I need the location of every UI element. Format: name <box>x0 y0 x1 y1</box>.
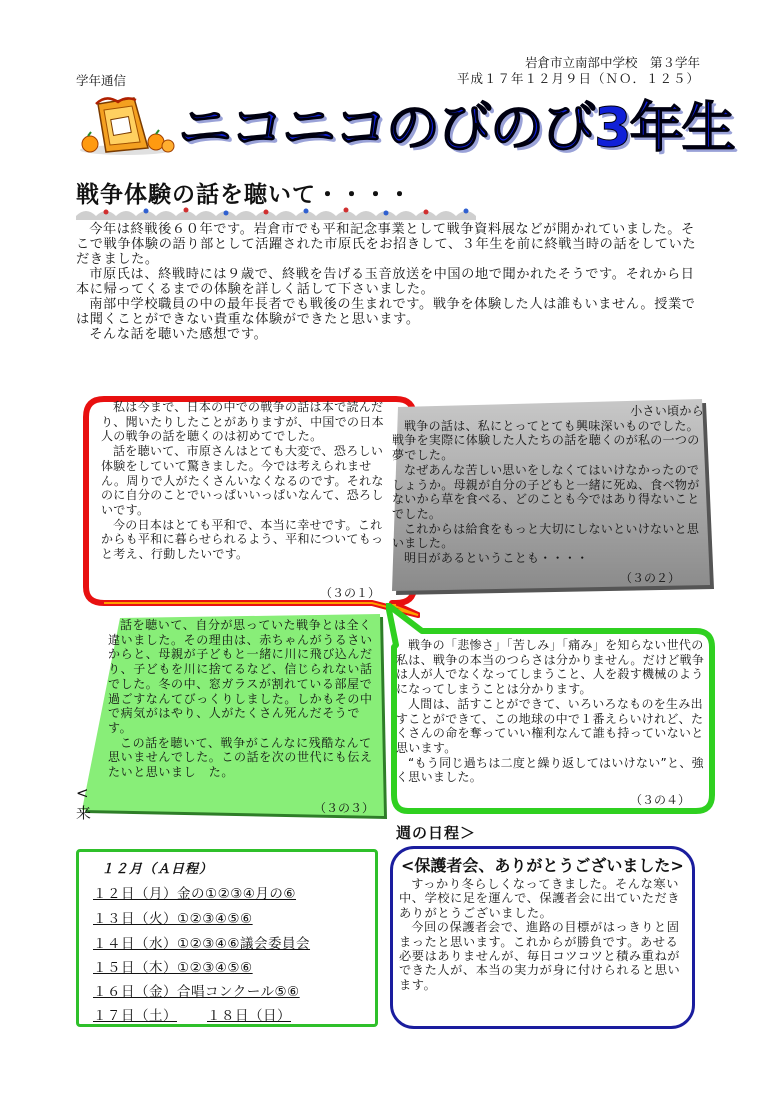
schedule-heading-bracket: < <box>76 784 89 802</box>
newsletter-label: 学年通信 <box>76 73 127 88</box>
orange-bag-illustration <box>76 96 176 156</box>
article-paragraph: 南部中学校職員の中の最年長者でも戦後の生まれです。戦争を体験した人は誰もいません。授業では聞くことができない貴重な体験ができたと思います。 <box>76 297 696 327</box>
schedule-row: １４日（水）①②③④⑥議会委員会 <box>93 936 311 952</box>
impression-tag: （３の４） <box>629 793 690 807</box>
impression-paragraph: なぜあんな苦しい思いをしなくてはいけなかったのでしょうか。母親が自分の子どもと一緒に死ぬ、食べ物がないから草を食べる、どのことも今ではあり得ないことでした。 <box>392 462 700 521</box>
decorative-border <box>76 204 476 220</box>
article-paragraph: 今年は終戦後６０年です。岩倉市でも平和記念事業として戦争資料展などが開かれていました。そこで戦争体験の語り部として活躍された市原氏をお招きして、３年生を前に終戦当時の話をしていただきました。 <box>76 222 697 267</box>
impression-tag: （３の１） <box>319 586 380 600</box>
schedule-row: １８日（日） <box>207 1008 291 1024</box>
impression-paragraph: 今の日本はとても平和で、本当に幸せです。これからも平和に暮らせられるよう、平和についてもっと考え、行動したいです。 <box>101 517 384 562</box>
school-name: 岩倉市立南部中学校 第３学年 <box>524 55 700 70</box>
impression-opening: 小さい頃から <box>630 404 704 418</box>
article-paragraph: そんな話を聴いた感想です。 <box>89 327 268 342</box>
impression-tag: （３の２） <box>619 571 680 585</box>
schedule-row: １６日（金）合唱コンクール⑤⑥ <box>93 984 300 1000</box>
schedule-title: １２月（Ａ日程） <box>101 862 214 877</box>
issue-date: 平成１７年１２月９日（ＮＯ．１２５） <box>456 71 700 86</box>
notice-paragraph: 今回の保護者会で、進路の目標がはっきりと固まったと思います。これからが勝負です。あせる必要はありませんが、毎日コツコツと積み重ねができた人が、本当の実力が身に付けられると思います。 <box>399 920 681 992</box>
schedule-box <box>76 849 378 1027</box>
impression-paragraph: 人間は、話すことができて、いろいろなものを生み出すことができて、この地球の中で１番えらいけれど、たくさんの命を奪っていい権利なんて誰も持っていないと思います。 <box>396 696 704 755</box>
title-main: ニコニコのびのび <box>178 96 594 159</box>
parents-meeting-notice <box>390 846 695 1029</box>
impression-paragraph: この話を聴いて、戦争がこんなに残酷なんて思いませんでした。この話を次の世代にも伝えたいと思いまし た。 <box>108 735 373 780</box>
article-paragraph: 市原氏は、終戦時には９歳で、終戦を告げる玉音放送を中国の地で聞かれたそうです。それから日本に帰ってくるまでの体験を詳しく話して下さいました。 <box>76 267 695 297</box>
newsletter-title <box>178 96 734 160</box>
impression-paragraph: 話を聴いて、自分が思っていた戦争とは全く違いました。その理由は、赤ちゃんがうるさいからと、母親が子どもと一緒に川に飛び込んだり、子どもを川に捨てるなど、信じられない話でした。冬の中、窓ガラスが割れている部屋で過ごすなんてびっくりしました。しかもその中で病気がはやり、人がたくさん死んだそうです。 <box>108 618 373 735</box>
schedule-row: １５日（木）①②③④⑤⑥ <box>93 960 253 976</box>
schedule-row: １３日（火）①②③④⑤⑥ <box>93 911 253 927</box>
impression-paragraph: 戦争の「悲惨さ」「苦しみ」「痛み」を知らない世代の私は、戦争の本当のつらさは分かりません。だけど戦争は人が人でなくなってしまうこと、人を殺す機械のようになってしまうことは分かります。 <box>396 638 705 697</box>
impression-3 <box>108 618 380 780</box>
impression-paragraph: 戦争の話は、私にとってとても興味深いものでした。戦争を実際に体験した人たちの話を聴くのが私の一つの夢でした。 <box>392 418 700 463</box>
schedule-row: １２日（月）金の①②③④月の⑥ <box>93 886 297 902</box>
notice-title: <保護者会、ありがとうございました> <box>401 856 684 875</box>
title-grade: 3年生 <box>594 96 734 159</box>
notice-body <box>399 877 691 992</box>
impression-paragraph: 私は今まで、日本の中での戦争の話は本で読んだり、聞いたりしたことがありますが、中国での日本人の戦争の話を聴くのは初めてでした。 <box>101 400 384 444</box>
impression-2 <box>392 404 704 566</box>
impression-tag: （３の３） <box>313 801 374 815</box>
article-headline: 戦争体験の話を聴いて・・・・ <box>76 182 412 208</box>
schedule-row: １７日（土） <box>93 1008 177 1024</box>
notice-paragraph: すっかり冬らしくなってきました。そんな寒い中、学校に足を運んで、保護者会に出ていただきありがとうございました。 <box>399 877 681 920</box>
impression-paragraph: これからは給食をもっと大切にしないといけないと思いました。 <box>392 521 700 551</box>
impression-paragraph: “もう同じ過ちは二度と繰り返してはいけない”と、強く思いました。 <box>396 755 704 785</box>
schedule-heading-fragment: 来 <box>76 804 92 822</box>
schedule-heading: 週の日程＞ <box>396 824 477 842</box>
impression-paragraph: 明日があるということも・・・・ <box>404 551 589 566</box>
article-body <box>76 222 706 342</box>
impression-1 <box>101 400 385 562</box>
impression-4 <box>396 638 710 785</box>
impression-paragraph: 話を聴いて、市原さんはとても大変で、恐ろしい体験をしていて驚きました。今では考えられません。周りで人がたくさんいなくなるのです。それなのに自分のことでいっぱいいっぱいなんて、恐ろしいです。 <box>101 444 384 517</box>
